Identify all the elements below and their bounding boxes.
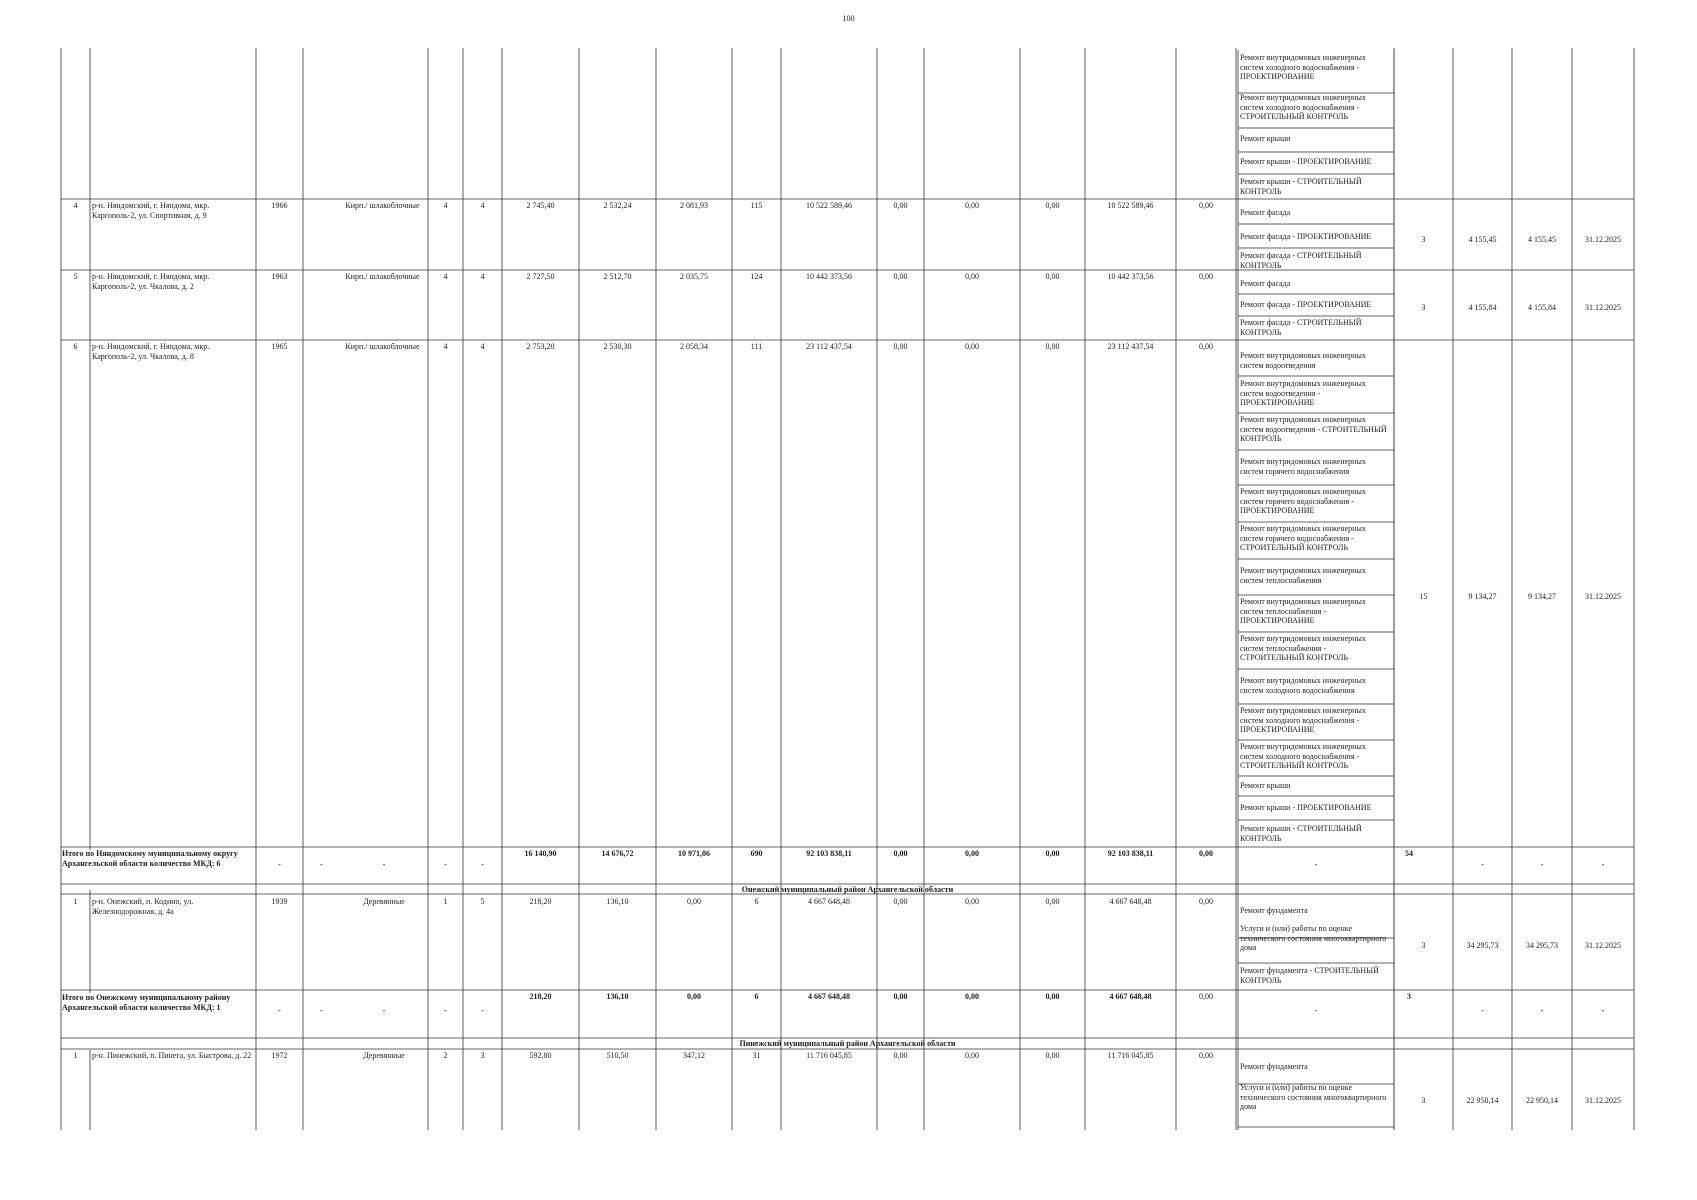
cost-owners: 4 667 648,48: [1109, 897, 1152, 906]
dash: -: [444, 1006, 447, 1015]
work-item: Ремонт внутридомовых инженерных систем теплоснабжения - ПРОЕКТИРОВАНИЕ: [1240, 597, 1366, 625]
area-total: 2 753,20: [526, 342, 555, 351]
dash: -: [382, 1006, 386, 1015]
dash: -: [481, 1006, 484, 1015]
fund-4: 0,00: [1199, 992, 1213, 1001]
total-label: Итого по Онежскому муниципальному району Архангельской области количество МКД: 1: [62, 993, 231, 1012]
end-date: 31.12.2025: [1585, 235, 1621, 244]
fund-1: 0,00: [893, 272, 908, 281]
limit-cost: 34 295,73: [1526, 941, 1558, 950]
work-count: 3: [1421, 1096, 1426, 1105]
build-year: 1965: [271, 342, 288, 351]
section-header: Онежский муниципальный район Архангельской области: [741, 885, 954, 894]
wall-material: Кирп./ шлакоблочные: [345, 342, 420, 351]
work-item: Ремонт внутридомовых инженерных систем водоотведения: [1240, 351, 1366, 370]
section-header: Пинежский муниципальный район Архангельской области: [739, 1039, 956, 1048]
work-item: Ремонт внутридомовых инженерных систем водоотведения - ПРОЕКТИРОВАНИЕ: [1240, 379, 1366, 407]
people: 31: [752, 1051, 761, 1060]
work-item: Ремонт фасада - ПРОЕКТИРОВАНИЕ: [1240, 300, 1372, 309]
work-item: Ремонт внутридомовых инженерных систем холодного водоснабжения - СТРОИТЕЛЬНЫЙ КОНТРОЛЬ: [1240, 742, 1366, 770]
area-residents: 2 058,34: [680, 342, 708, 351]
limit-cost: 9 134,27: [1528, 592, 1556, 601]
work-item: Ремонт фундамента - СТРОИТЕЛЬНЫЙ КОНТРОЛЬ: [1240, 966, 1379, 985]
work-item: Ремонт крыши: [1240, 134, 1291, 143]
work-item: Ремонт внутридомовых инженерных систем холодного водоснабжения - СТРОИТЕЛЬНЫЙ КОНТРОЛЬ: [1240, 93, 1366, 121]
area-residents: 0,00: [687, 897, 701, 906]
address: р-н. Онежский, п. Кодино, ул. Железнодорожная, д. 4а: [92, 897, 194, 916]
dash: -: [278, 860, 281, 869]
cost-owners: 4 667 648,48: [1109, 992, 1152, 1001]
entrances: 5: [480, 897, 485, 906]
work-item: Ремонт внутридомовых инженерных систем горячего водоснабжения: [1240, 457, 1366, 476]
build-year: 1963: [271, 272, 288, 281]
build-year: 1972: [271, 1051, 288, 1060]
fund-4: 0,00: [1199, 272, 1213, 281]
row-number: 4: [73, 201, 78, 210]
area-total: 2 745,40: [526, 201, 555, 210]
limit-cost: 22 950,14: [1526, 1096, 1558, 1105]
work-count: 54: [1405, 849, 1413, 858]
dash: -: [382, 860, 386, 869]
work-item: Ремонт крыши - СТРОИТЕЛЬНЫЙ КОНТРОЛЬ: [1240, 177, 1362, 196]
fund-4: 0,00: [1199, 342, 1213, 351]
work-item: Ремонт внутридомовых инженерных систем холодного водоснабжения - ПРОЕКТИРОВАНИЕ: [1240, 706, 1366, 734]
floors: 4: [443, 342, 448, 351]
work-item: Ремонт фундамента: [1240, 906, 1308, 915]
end-date: 31.12.2025: [1585, 592, 1621, 601]
cost-total: 4 667 648,48: [808, 897, 850, 906]
cost-total: 10 522 589,46: [806, 201, 852, 210]
cost-total: 23 112 437,54: [806, 342, 852, 351]
cost-total: 4 667 648,48: [808, 992, 850, 1001]
cost-owners: 92 103 838,11: [1107, 849, 1154, 858]
work-item: Ремонт фасада - СТРОИТЕЛЬНЫЙ КОНТРОЛЬ: [1240, 318, 1362, 337]
cost-total: 11 716 045,85: [806, 1051, 852, 1060]
work-count: 3: [1421, 303, 1426, 312]
area-living: 136,10: [606, 897, 629, 906]
end-date: 31.12.2025: [1585, 303, 1621, 312]
fund-4: 0,00: [1199, 897, 1213, 906]
build-year: 1966: [271, 201, 288, 210]
people: 690: [750, 849, 763, 858]
unit-cost: 4 155,84: [1468, 303, 1497, 312]
fund-1: 0,00: [893, 992, 908, 1001]
cost-owners: 10 442 373,56: [1107, 272, 1154, 281]
dash: -: [1314, 1006, 1318, 1015]
work-item: Ремонт крыши: [1240, 781, 1291, 790]
row-number: 1: [73, 1051, 78, 1060]
fund-4: 0,00: [1199, 1051, 1213, 1060]
fund-3: 0,00: [1045, 272, 1060, 281]
build-year: 1939: [271, 897, 288, 906]
area-residents: 10 971,06: [678, 849, 710, 858]
dash: -: [320, 1006, 323, 1015]
page-number: 100: [842, 14, 855, 23]
dash: -: [481, 860, 484, 869]
work-item: Ремонт фасада: [1240, 279, 1291, 288]
people: 6: [754, 897, 759, 906]
limit-cost: 4 155,45: [1528, 235, 1556, 244]
dash: -: [1540, 1006, 1544, 1015]
fund-3: 0,00: [1045, 849, 1060, 858]
floors: 4: [443, 201, 448, 210]
entrances: 4: [480, 342, 485, 351]
fund-4: 0,00: [1199, 849, 1213, 858]
row-number: 1: [73, 897, 78, 906]
total-label: Итого по Няндомскому муниципальному округу Архангельской области количество МКД: 6: [62, 849, 238, 868]
work-item: Ремонт фундамента: [1240, 1062, 1308, 1071]
area-residents: 347,12: [683, 1051, 705, 1060]
end-date: 31.12.2025: [1585, 1096, 1621, 1105]
fund-3: 0,00: [1045, 201, 1060, 210]
area-total: 16 140,90: [524, 849, 557, 858]
work-item: Ремонт внутридомовых инженерных систем водоотведения - СТРОИТЕЛЬНЫЙ КОНТРОЛЬ: [1240, 415, 1387, 443]
fund-2: 0,00: [965, 897, 979, 906]
entrances: 3: [480, 1051, 485, 1060]
fund-3: 0,00: [1045, 342, 1060, 351]
unit-cost: 34 295,73: [1466, 941, 1499, 950]
fund-3: 0,00: [1045, 897, 1060, 906]
work-item: Ремонт внутридомовых инженерных систем горячего водоснабжения - СТРОИТЕЛЬНЫЙ КОНТРОЛЬ: [1240, 524, 1366, 552]
fund-2: 0,00: [965, 992, 979, 1001]
address: р-н. Няндомский, г. Няндома, мкр. Каргополь-2, ул. Чкалова, д. 2: [92, 272, 210, 291]
wall-material: Кирп./ шлакоблочные: [345, 272, 420, 281]
fund-2: 0,00: [965, 272, 979, 281]
fund-2: 0,00: [965, 849, 979, 858]
fund-4: 0,00: [1199, 201, 1213, 210]
work-item: Ремонт крыши - ПРОЕКТИРОВАНИЕ: [1240, 803, 1372, 812]
cost-owners: 23 112 437,54: [1107, 342, 1154, 351]
address: р-н. Пинежский, п. Пинега, ул. Быстрова, д. 22: [92, 1051, 252, 1060]
work-item: Ремонт крыши - ПРОЕКТИРОВАНИЕ: [1240, 157, 1372, 166]
unit-cost: 9 134,27: [1468, 592, 1497, 601]
fund-2: 0,00: [965, 201, 979, 210]
area-living: 510,50: [606, 1051, 629, 1060]
people: 111: [750, 342, 763, 351]
work-item: Ремонт фасада - СТРОИТЕЛЬНЫЙ КОНТРОЛЬ: [1240, 251, 1362, 270]
unit-cost: 4 155,45: [1468, 235, 1497, 244]
floors: 2: [443, 1051, 448, 1060]
work-item: Ремонт внутридомовых инженерных систем теплоснабжения - СТРОИТЕЛЬНЫЙ КОНТРОЛЬ: [1240, 634, 1366, 662]
dash: -: [278, 1006, 281, 1015]
work-item: Ремонт крыши - СТРОИТЕЛЬНЫЙ КОНТРОЛЬ: [1240, 824, 1362, 843]
area-total: 218,20: [529, 897, 552, 906]
fund-1: 0,00: [893, 1051, 908, 1060]
area-living: 2 532,24: [603, 201, 632, 210]
area-total: 2 727,50: [526, 272, 555, 281]
cost-owners: 10 522 589,46: [1107, 201, 1154, 210]
dash: -: [1481, 1006, 1484, 1015]
people: 6: [754, 992, 759, 1001]
people: 124: [750, 272, 763, 281]
limit-cost: 4 155,84: [1528, 303, 1556, 312]
work-count: 3: [1421, 941, 1426, 950]
area-living: 14 676,72: [601, 849, 634, 858]
fund-1: 0,00: [893, 201, 908, 210]
unit-cost: 22 950,14: [1466, 1096, 1499, 1105]
work-item: Услуги и (или) работы по оценке технического состояния многоквартирного дома: [1240, 1083, 1387, 1111]
area-total: 592,80: [529, 1051, 552, 1060]
work-item: Ремонт внутридомовых инженерных систем горячего водоснабжения - ПРОЕКТИРОВАНИЕ: [1240, 487, 1366, 515]
area-residents: 2 035,75: [680, 272, 708, 281]
work-item: Ремонт внутридомовых инженерных систем теплоснабжения: [1240, 566, 1366, 585]
work-count: 3: [1407, 992, 1411, 1001]
dash: -: [320, 860, 323, 869]
fund-3: 0,00: [1045, 1051, 1060, 1060]
dash: -: [1314, 860, 1318, 869]
address: р-н. Няндомский, г. Няндома, мкр. Каргополь-2, ул. Чкалова, д. 8: [92, 342, 210, 361]
fund-1: 0,00: [893, 849, 908, 858]
fund-2: 0,00: [965, 342, 979, 351]
cost-total: 10 442 373,56: [806, 272, 852, 281]
row-number: 5: [73, 272, 78, 281]
wall-material: Деревянные: [363, 897, 405, 906]
work-count: 15: [1419, 592, 1428, 601]
dash: -: [1481, 860, 1484, 869]
work-item: Ремонт внутридомовых инженерных систем холодного водоснабжения - ПРОЕКТИРОВАНИЕ: [1240, 53, 1366, 81]
work-item: Услуги и (или) работы по оценке технического состояния многоквартирного дома: [1240, 924, 1387, 952]
address: р-н. Няндомский, г. Няндома, мкр. Каргополь-2, ул. Спортивная, д. 9: [92, 201, 210, 220]
dash: -: [444, 860, 447, 869]
entrances: 4: [480, 201, 485, 210]
dash: -: [1601, 860, 1605, 869]
dash: -: [1601, 1006, 1605, 1015]
fund-1: 0,00: [893, 342, 908, 351]
work-item: Ремонт внутридомовых инженерных систем холодного водоснабжения: [1240, 676, 1366, 695]
cost-total: 92 103 838,11: [806, 849, 852, 858]
area-living: 2 530,30: [603, 342, 632, 351]
area-residents: 2 081,93: [680, 201, 708, 210]
wall-material: Кирп./ шлакоблочные: [345, 201, 420, 210]
area-total: 218,20: [529, 992, 552, 1001]
area-living: 2 512,70: [603, 272, 632, 281]
end-date: 31.12.2025: [1585, 941, 1621, 950]
work-item: Ремонт фасада: [1240, 208, 1291, 217]
dash: -: [1540, 860, 1544, 869]
people: 115: [750, 201, 763, 210]
fund-2: 0,00: [965, 1051, 979, 1060]
fund-3: 0,00: [1045, 992, 1060, 1001]
row-number: 6: [73, 342, 78, 351]
entrances: 4: [480, 272, 485, 281]
area-living: 136,10: [606, 992, 629, 1001]
cost-owners: 11 716 045,85: [1107, 1051, 1154, 1060]
work-count: 3: [1421, 235, 1426, 244]
area-residents: 0,00: [687, 992, 701, 1001]
fund-1: 0,00: [893, 897, 908, 906]
work-item: Ремонт фасада - ПРОЕКТИРОВАНИЕ: [1240, 232, 1372, 241]
floors: 4: [443, 272, 448, 281]
wall-material: Деревянные: [363, 1051, 405, 1060]
floors: 1: [443, 897, 448, 906]
